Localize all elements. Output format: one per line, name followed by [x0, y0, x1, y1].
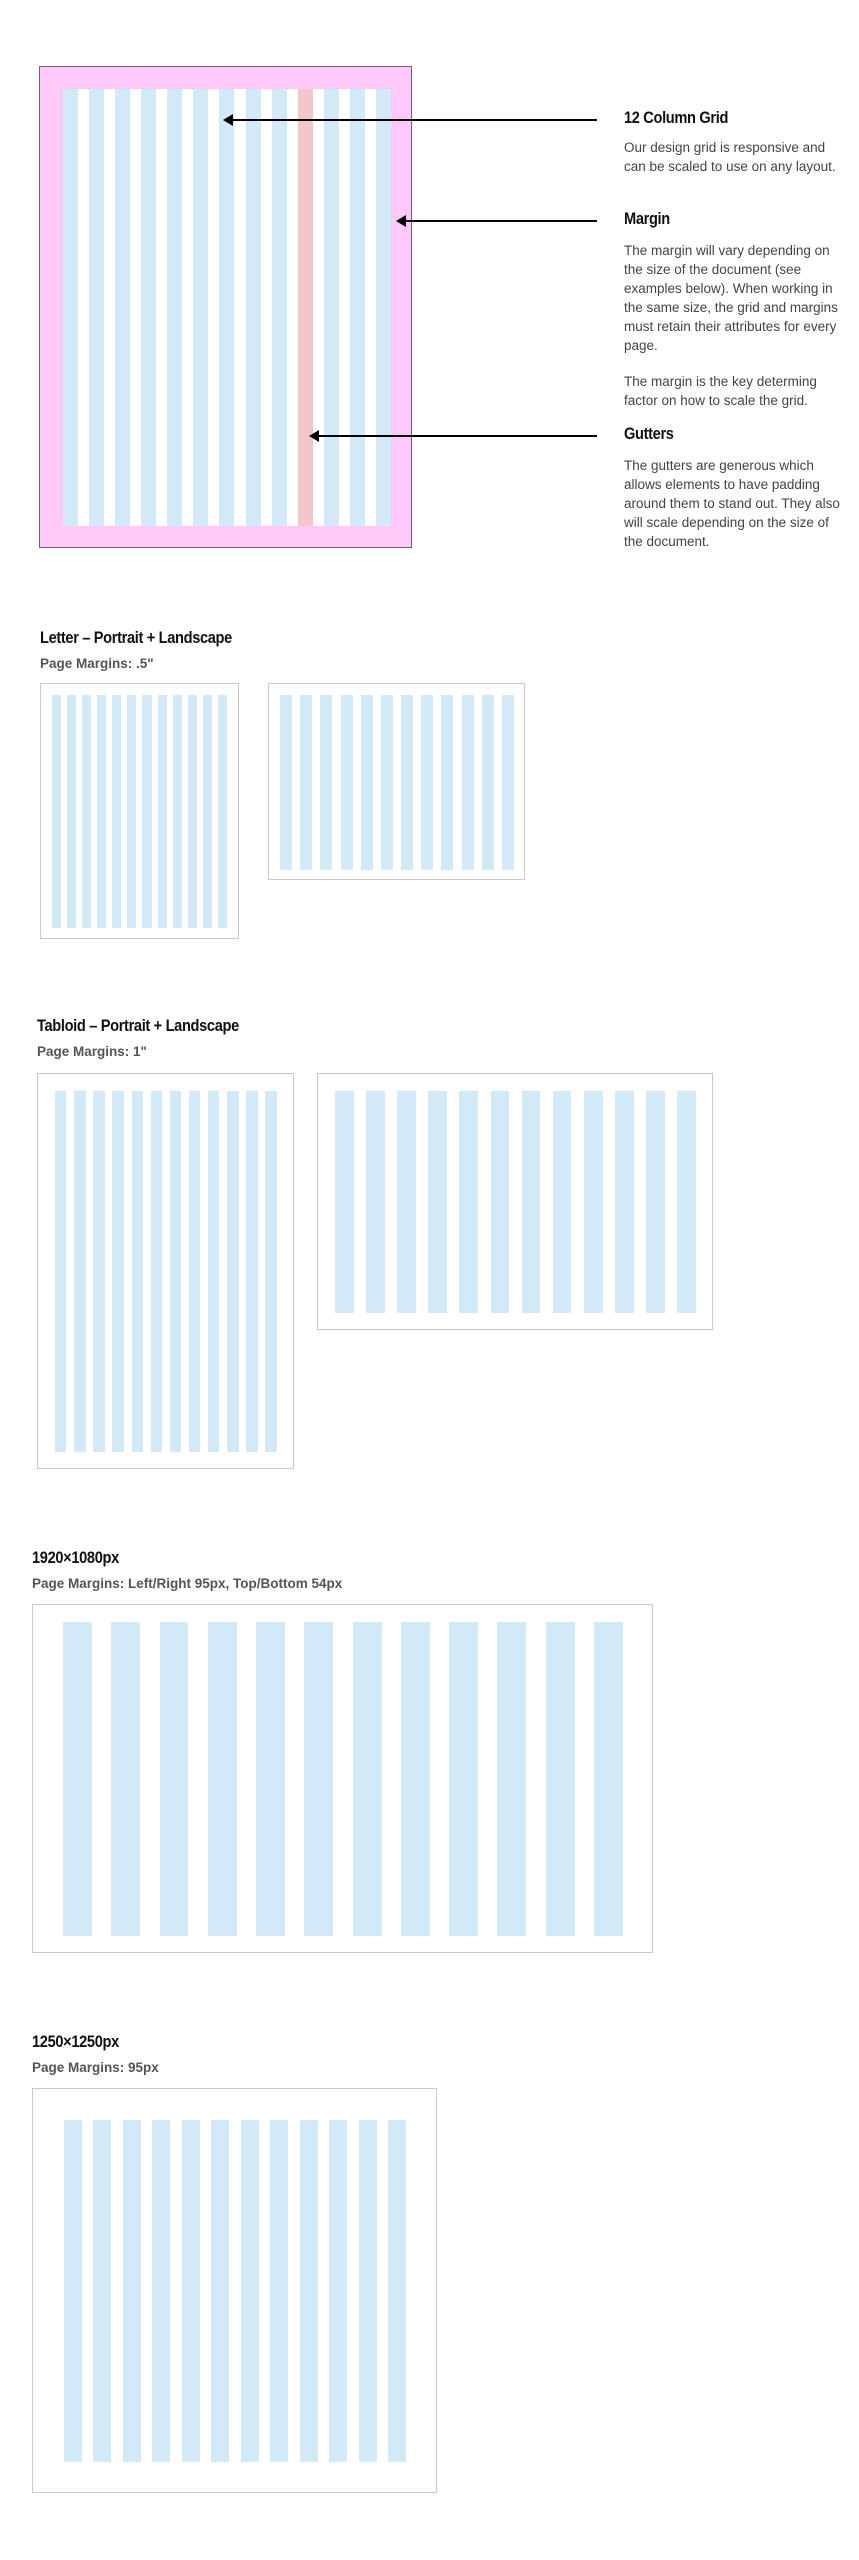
grid-column	[491, 1091, 510, 1313]
highlighted-gutter	[298, 89, 313, 526]
section-title: 1250×1250px	[32, 2032, 119, 2051]
grid-column	[142, 695, 151, 928]
annotation-text: Our design grid is responsive and can be scaled to use on any layout.	[624, 140, 836, 174]
grid-column	[397, 1091, 416, 1313]
grid-column	[546, 1622, 575, 1936]
grid-column	[272, 89, 287, 526]
grid-column	[366, 1091, 385, 1313]
grid-column	[462, 695, 474, 870]
square-columns	[64, 2120, 406, 2462]
tabloid-portrait-columns	[55, 1091, 277, 1452]
grid-column	[151, 1091, 162, 1452]
grid-column	[227, 1091, 238, 1452]
section-title: Letter – Portrait + Landscape	[40, 628, 232, 647]
grid-column	[335, 1091, 354, 1313]
grid-column	[256, 1622, 285, 1936]
grid-column	[376, 89, 391, 526]
grid-column	[265, 1091, 276, 1452]
grid-column	[381, 695, 393, 870]
grid-column	[82, 695, 91, 928]
grid-column	[211, 2120, 229, 2462]
section-title: 1920×1080px	[32, 1548, 119, 1567]
grid-column	[219, 89, 234, 526]
grid-column	[449, 1622, 478, 1936]
grid-column	[208, 1622, 237, 1936]
grid-column	[208, 1091, 219, 1452]
grid-column	[361, 695, 373, 870]
annotation-title: 12 Column Grid	[624, 108, 729, 127]
annotation-margin	[624, 209, 852, 427]
grid-column	[152, 2120, 170, 2462]
annotation-title: Margin	[624, 209, 670, 228]
letter-portrait-columns	[52, 695, 227, 928]
grid-column	[67, 695, 76, 928]
grid-column	[441, 695, 453, 870]
grid-column	[350, 89, 365, 526]
grid-column	[193, 89, 208, 526]
section-subtitle: Page Margins: 1"	[37, 1044, 147, 1059]
grid-column	[421, 695, 433, 870]
grid-column	[112, 695, 121, 928]
grid-column	[55, 1091, 66, 1452]
letter-landscape-frame	[268, 683, 525, 880]
grid-column	[74, 1091, 85, 1452]
grid-column	[329, 2120, 347, 2462]
grid-column	[93, 1091, 104, 1452]
grid-column	[160, 1622, 189, 1936]
tabloid-landscape-columns	[335, 1091, 696, 1313]
grid-column	[341, 695, 353, 870]
annotation-columns	[624, 108, 849, 193]
letter-landscape-columns	[280, 695, 514, 870]
grid-column	[127, 695, 136, 928]
grid-column	[218, 695, 227, 928]
grid-column	[241, 2120, 259, 2462]
grid-column	[246, 89, 261, 526]
grid-column	[141, 89, 156, 526]
grid-column	[300, 2120, 318, 2462]
grid-column	[132, 1091, 143, 1452]
annotation-text: The margin is the key determing factor on how to scale the grid.	[624, 374, 817, 408]
grid-column	[167, 89, 182, 526]
grid-column	[89, 89, 104, 526]
hd-frame	[32, 1604, 653, 1953]
section-subtitle: Page Margins: .5"	[40, 656, 154, 671]
grid-column	[497, 1622, 526, 1936]
hd-columns	[63, 1622, 623, 1936]
grid-column	[203, 695, 212, 928]
section-title: Tabloid – Portrait + Landscape	[37, 1016, 239, 1035]
grid-column	[63, 89, 78, 526]
grid-column	[64, 2120, 82, 2462]
grid-diagram	[39, 66, 412, 548]
grid-column	[353, 1622, 382, 1936]
grid-column	[388, 2120, 406, 2462]
grid-column	[584, 1091, 603, 1313]
tabloid-portrait-frame	[37, 1073, 294, 1469]
grid-column	[428, 1091, 447, 1313]
grid-column	[158, 695, 167, 928]
section-subtitle: Page Margins: 95px	[32, 2060, 159, 2075]
section-subtitle: Page Margins: Left/Right 95px, Top/Bottom 54px	[32, 1576, 343, 1591]
grid-column	[677, 1091, 696, 1313]
grid-column	[188, 695, 197, 928]
grid-column	[304, 1622, 333, 1936]
grid-column	[182, 2120, 200, 2462]
grid-column	[52, 695, 61, 928]
square-frame	[32, 2088, 437, 2493]
grid-column	[502, 695, 514, 870]
grid-column	[359, 2120, 377, 2462]
grid-column	[97, 695, 106, 928]
tabloid-landscape-frame	[317, 1073, 713, 1330]
arrow-columns	[232, 119, 597, 121]
grid-column	[189, 1091, 200, 1452]
letter-portrait-frame	[40, 683, 239, 939]
grid-column	[482, 695, 494, 870]
grid-column	[522, 1091, 541, 1313]
grid-column	[646, 1091, 665, 1313]
arrow-margin	[405, 220, 597, 222]
annotation-text: The gutters are generous which allows elements to have padding around them to stand out. They also will scale depending on the size of the document.	[624, 458, 840, 549]
grid-column	[93, 2120, 111, 2462]
arrow-gutters	[318, 435, 597, 437]
grid-column	[170, 1091, 181, 1452]
grid-column	[280, 695, 292, 870]
annotation-title: Gutters	[624, 424, 674, 443]
grid-column	[115, 89, 130, 526]
annotation-gutters	[624, 424, 849, 568]
grid-column	[401, 1622, 430, 1936]
grid-columns	[63, 89, 391, 526]
grid-column	[173, 695, 182, 928]
grid-column	[401, 695, 413, 870]
grid-column	[112, 1091, 123, 1452]
grid-column	[459, 1091, 478, 1313]
grid-column	[246, 1091, 257, 1452]
grid-column	[111, 1622, 140, 1936]
grid-column	[553, 1091, 572, 1313]
grid-column	[594, 1622, 623, 1936]
grid-column	[63, 1622, 92, 1936]
grid-column	[320, 695, 332, 870]
grid-column	[324, 89, 339, 526]
annotation-text: The margin will vary depending on the size of the document (see examples below). When working in the same size, the grid and margins must retain their attributes for every page.	[624, 243, 838, 353]
grid-column	[270, 2120, 288, 2462]
grid-column	[300, 695, 312, 870]
grid-column	[123, 2120, 141, 2462]
grid-column	[615, 1091, 634, 1313]
